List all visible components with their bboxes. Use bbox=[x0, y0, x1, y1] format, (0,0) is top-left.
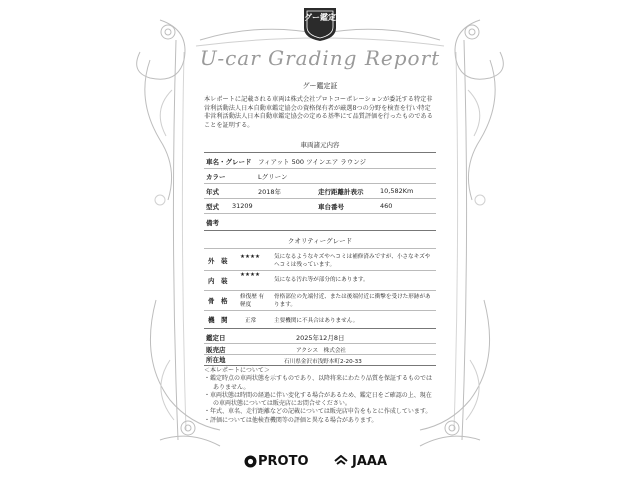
badge-text: グー鑑定 bbox=[304, 13, 336, 22]
year-label: 年式 bbox=[206, 188, 219, 196]
note-item: ・年式、車名、走行距離などの記載については販売店申告をもとに作成しています。 bbox=[204, 408, 432, 416]
quality-grade: ★★★★ bbox=[240, 272, 261, 278]
color-value: Lグリーン bbox=[258, 173, 288, 181]
divider bbox=[204, 168, 436, 169]
date-label: 鑑定日 bbox=[206, 334, 226, 342]
mileage-value: 10,582Km bbox=[380, 187, 414, 195]
quality-comment: 気になる汚れ等が部分的にあります。 bbox=[274, 277, 369, 283]
quality-grade: 修復歴 有 軽度 bbox=[240, 294, 265, 308]
mileage-label: 走行距離計表示 bbox=[318, 188, 364, 196]
model-label: 型式 bbox=[206, 203, 219, 211]
divider bbox=[204, 365, 436, 366]
quality-comment: 主要機関に不具合はありません。 bbox=[274, 318, 359, 324]
divider bbox=[204, 183, 436, 184]
jaaa-logo-icon bbox=[334, 455, 348, 468]
quality-comment: 骨格部位の先端付近、または後端付近に衝撃を受けた形跡があります。 bbox=[274, 294, 431, 308]
chassis-label: 車台番号 bbox=[318, 203, 344, 211]
quality-label: 内 装 bbox=[208, 277, 228, 285]
dealer-value: アクシス 株式会社 bbox=[296, 348, 347, 354]
dealer-label: 販売店 bbox=[206, 346, 226, 354]
year-value: 2018年 bbox=[258, 188, 282, 196]
report-script-title: U-car Grading Report bbox=[199, 46, 441, 70]
quality-grade: ★★★★ bbox=[240, 254, 261, 260]
remarks-label: 備考 bbox=[206, 219, 219, 227]
quality-label: 機 関 bbox=[208, 316, 228, 324]
divider bbox=[204, 290, 436, 291]
divider bbox=[204, 328, 436, 329]
note-item: ・評価については他検査機関等の評価と異なる場合があります。 bbox=[204, 416, 378, 424]
proto-logo-icon bbox=[244, 455, 257, 468]
divider bbox=[204, 270, 436, 271]
divider bbox=[204, 354, 436, 355]
divider bbox=[204, 198, 436, 199]
intro-paragraph: 本レポートに記載される車両は株式会社プロトコーポレーションが委託する特定非営利活動法人日本自動車鑑定協会の資格保有者が厳選8つの分野を検査を行い特定非営利活動法人日本自動車鑑定協会の定める基準にて品質評価を行ったものであることを証明する。 bbox=[204, 96, 433, 129]
note-item: ・車両状態は時間の経過に伴い変化する場合があるため、鑑定日をご確認の上、現在の車両状態については販売店にお問合せください。 bbox=[204, 391, 432, 408]
divider bbox=[204, 310, 436, 311]
date-value: 2025年12月8日 bbox=[296, 334, 345, 342]
divider bbox=[204, 230, 436, 231]
color-label: カラー bbox=[206, 173, 226, 181]
report-notes bbox=[204, 367, 436, 425]
notes-title: ＜本レポートについて＞ bbox=[204, 367, 270, 374]
quality-comment: 気になるようなキズやヘコミは補修済みですが、小さなキズやヘコミは残っています。 bbox=[274, 254, 431, 268]
jaaa-logo: JAAA bbox=[352, 454, 388, 469]
model-value: 31209 bbox=[232, 202, 253, 210]
certificate-title: グー鑑定証 bbox=[302, 82, 338, 90]
address-value: 石川県金沢市浅野本町2-20-33 bbox=[284, 359, 362, 365]
divider bbox=[204, 152, 436, 153]
proto-logo: PROTO bbox=[258, 454, 309, 469]
divider bbox=[204, 213, 436, 214]
address-label: 所在地 bbox=[206, 356, 226, 364]
chassis-value: 460 bbox=[380, 202, 393, 210]
divider bbox=[204, 343, 436, 344]
grade-value: フィアット 500 ツインエア ラウンジ bbox=[258, 158, 367, 166]
grade-label: 車名・グレード bbox=[206, 158, 252, 166]
logo-bar bbox=[0, 452, 640, 472]
note-item: ・鑑定時点の車両状態を示すものであり、以降将来にわたり品質を保証するものではありません。 bbox=[204, 375, 433, 391]
divider bbox=[204, 248, 436, 249]
quality-grade: 正常 bbox=[245, 318, 257, 324]
quality-label: 骨 格 bbox=[208, 297, 228, 305]
quality-section-title: クオリティーグレード bbox=[287, 237, 353, 245]
quality-label: 外 装 bbox=[208, 257, 228, 265]
vehicle-section-title: 車両諸元内容 bbox=[300, 141, 340, 149]
